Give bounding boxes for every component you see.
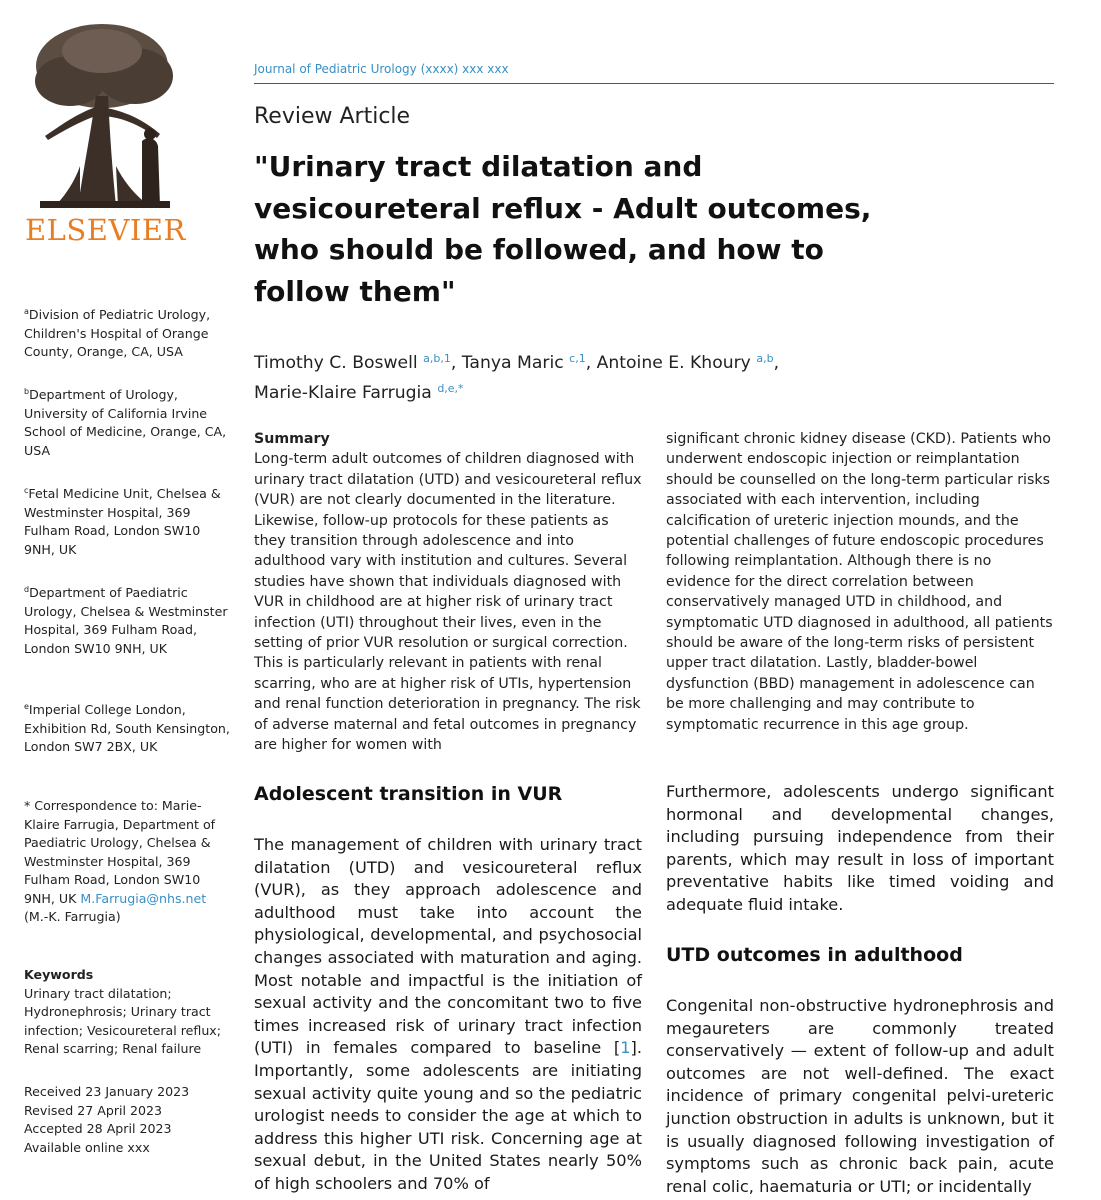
journal-citation[interactable]: Journal of Pediatric Urology (xxxx) xxx xxx: [254, 62, 509, 76]
article-type: Review Article: [254, 104, 411, 129]
section-heading-utd: UTD outcomes in adulthood: [666, 944, 963, 966]
correspondence: * Correspondence to: Marie-Klaire Farrugia, Department of Paediatric Urology, Chelsea & Westminster Hospital, 369 Fulham Road, London SW10 9NH, UK M.Farrugia@nhs.net (M.-K. Farrugia): [24, 798, 216, 924]
keywords: [24, 966, 234, 1059]
author-list: Timothy C. Boswell $^{a,b,1}$, Tanya Maric $^{c,1}$, Antoine E. Khoury $^{a,b}$, Marie-Klaire Farrugia $^{d,e,*}$: [254, 352, 780, 403]
author-4[interactable]: Marie-Klaire Farrugia $^{d,e,*}$: [254, 382, 464, 403]
affiliation-c: $^c$Fetal Medicine Unit, Chelsea & Westminster Hospital, 369 Fulham Road, London SW10 9NH, UK: [24, 486, 221, 557]
author-2[interactable]: Tanya Maric $^{c,1}$: [461, 352, 586, 373]
reference-link[interactable]: 1: [620, 1038, 631, 1058]
summary-text-1: Long-term adult outcomes of children diagnosed with urinary tract dilatation (UTD) and vesicoureteral reflux (VUR) are not clearly documented in the literature. Likewise, follow-up protocols for these patients as they transition through adolescence and into adulthood vary with institution and cultures. Several studies have shown that individuals diagnosed with VUR in childhood are at higher risk of urinary tract infection (UTI) throughout their lives, even in the setting of prior VUR resolution or surgical correction. This is particularly relevant in patients with renal scarring, who are at higher risk of UTIs, hypertension and renal function deterioration in pregnancy. The risk of adverse maternal and fetal outcomes in pregnancy are higher for women with: [254, 451, 642, 754]
date-received: Received 23 January 2023: [24, 1084, 190, 1099]
body-text-utd: Congenital non-obstructive hydronephrosis and megaureters are commonly treated conservatively — extent of follow-up and adult outcomes are not well-defined. The exact incidence of primary congenital pelvi-ureteric junction obstruction in adults is unknown, but it is usually diagnosed following investigation of symptoms such as chronic back pain, acute renal colic, haematuria or UTI; or incidentally: [666, 996, 1054, 1196]
date-online: Available online xxx: [24, 1139, 150, 1155]
summary-text-2: significant chronic kidney disease (CKD). Patients who underwent endoscopic injection or reimplantation should be counselled on the long-term particular risks associated with each intervention, including calcification of ureteric injection mounds, and the potential challenges of future endoscopic procedures following reimplantation. Although there is no evidence for the direct correlation between conservatively managed UTD in childhood, and symptomatic UTD diagnosed in adulthood, all patients should be aware of the long-term risks of persistent upper tract dilatation. Lastly, bladder-bowel dysfunction (BBD) management in adolescence can be more challenging and may contribute to symptomatic recurrence in this age group.: [666, 431, 1053, 733]
body-text-adolescent-cont: Furthermore, adolescents undergo significant hormonal and developmental changes, including pursuing independence from their parents, which may result in loss of important preventative habits like timed voiding and adequate fluid intake.: [666, 782, 1054, 914]
affiliation-d: $^d$Department of Paediatric Urology, Chelsea & Westminster Hospital, 369 Fulham Road, London SW10 9NH, UK: [24, 585, 228, 656]
affiliation-e: $^e$Imperial College London, Exhibition Rd, South Kensington, London SW7 2BX, UK: [24, 702, 230, 754]
date-revised: Revised 27 April 2023: [24, 1102, 163, 1118]
email-link[interactable]: M.Farrugia@nhs.net: [80, 890, 207, 906]
summary-title: Summary: [254, 431, 330, 447]
summary-col-1: [254, 429, 644, 756]
affiliation-b: $^b$Department of Urology, University of California Irvine School of Medicine, Orange, CA, USA: [24, 387, 227, 458]
section-heading-adolescent: Adolescent transition in VUR: [254, 783, 563, 805]
article-title: "Urinary tract dilatation and vesicoureteral reflux - Adult outcomes, who should be followed, and how to follow them": [254, 150, 872, 308]
body-text-adolescent: The management of children with urinary tract dilatation (UTD) and vesicoureteral reflux (VUR), as they approach adolescence and adulthood must take into account the physiological, developmental, and psychosocial changes associated with maturation and aging. Most notable and impactful is the initiation of sexual activity and the concomitant two to five times increased risk of urinary tract infection (UTI) in females compared to baseline [1]. Importantly, some adolescents are initiating sexual activity quite young and so the pediatric urologist needs to consider the age at which to address this higher UTI risk. Concerning age at sexual debut, in the United States nearly 50% of high schoolers and 70% of: [254, 835, 642, 1193]
author-1[interactable]: Timothy C. Boswell $^{a,b,1}$: [254, 352, 451, 373]
article-dates: [24, 1083, 234, 1157]
summary-col-2: [666, 429, 1056, 735]
date-accepted: Accepted 28 April 2023: [24, 1121, 172, 1136]
header-rule: [254, 83, 1054, 84]
keywords-title: Keywords: [24, 967, 94, 982]
elsevier-tree-logo: [20, 16, 185, 216]
publisher-name: ELSEVIER: [25, 213, 186, 247]
affiliation-a: $^a$Division of Pediatric Urology, Children's Hospital of Orange County, Orange, CA, USA: [24, 307, 211, 359]
keywords-list: Urinary tract dilatation; Hydronephrosis; Urinary tract infection; Vesicoureteral reflux; Renal scarring; Renal failure: [24, 985, 222, 1056]
author-3[interactable]: Antoine E. Khoury $^{a,b}$: [596, 352, 774, 373]
